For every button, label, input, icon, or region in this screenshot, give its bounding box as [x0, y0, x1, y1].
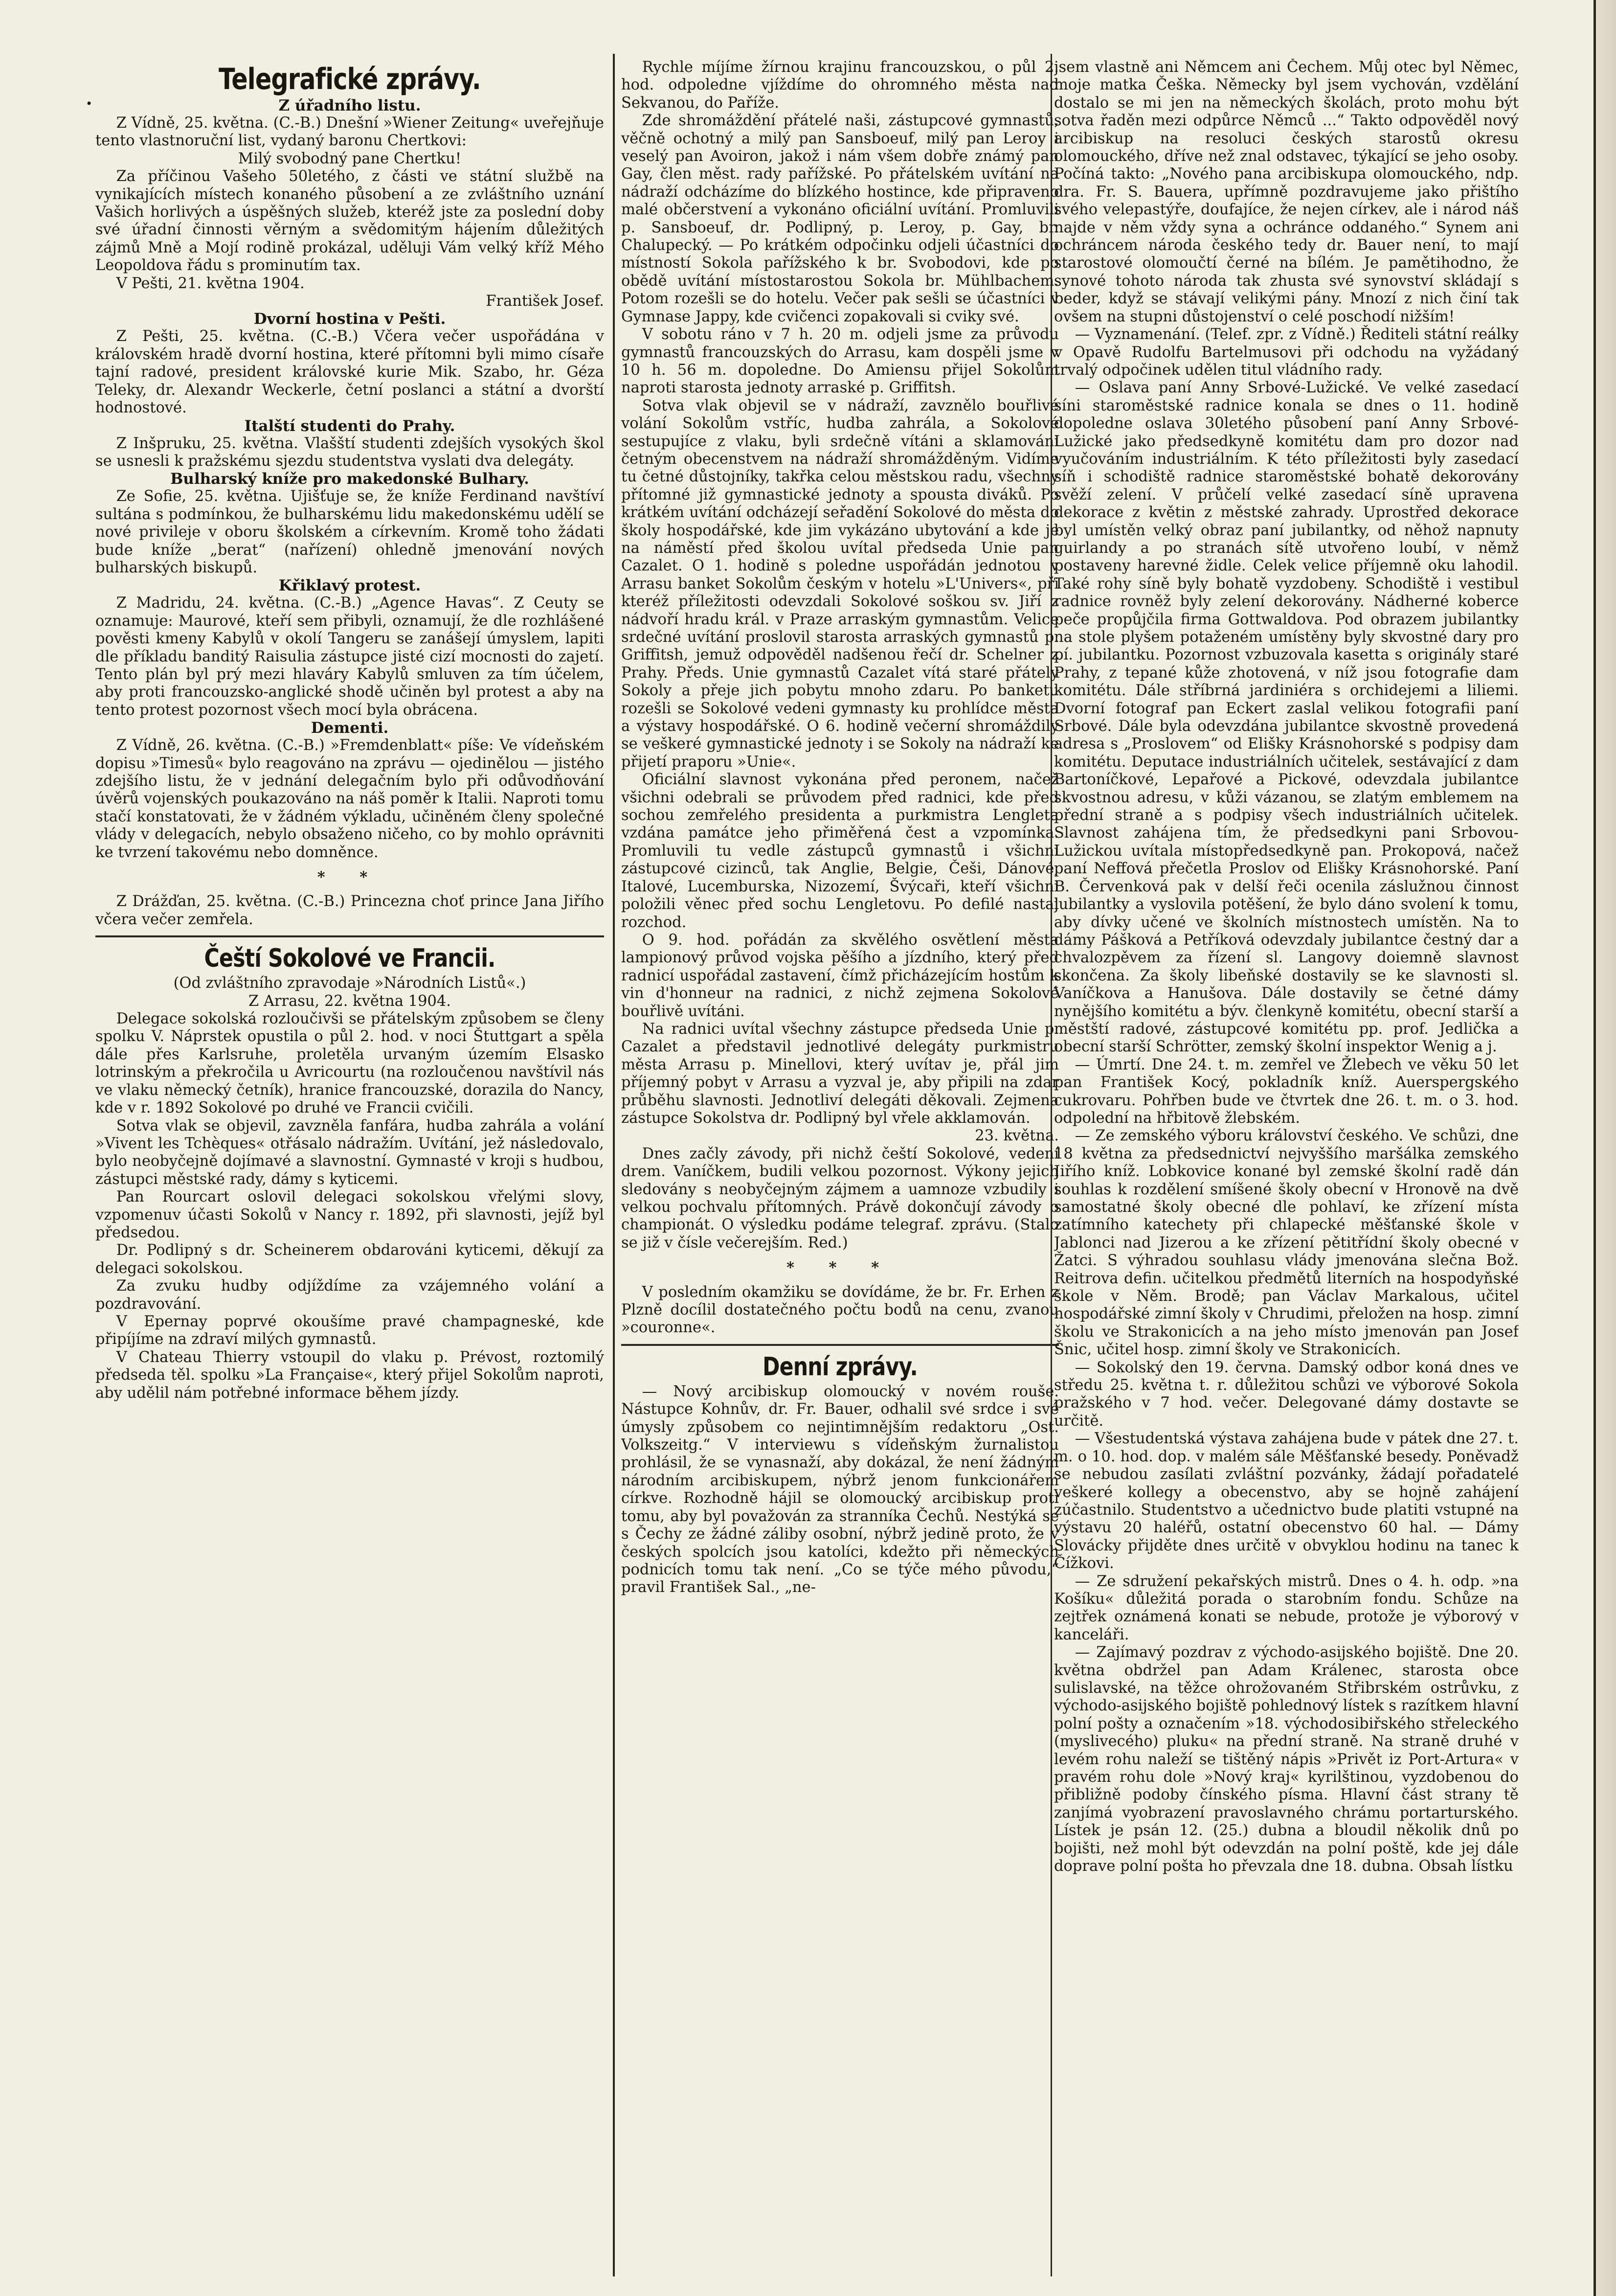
telegram-source: Z úřadního listu.: [278, 97, 421, 114]
col2-horizontal-rule: [621, 1344, 1059, 1346]
col1-paragraph: Z Inšpruku, 25. května. Vlašští studenti zdejších vysokých škol se usnesli k pražskému sjezdu studentstva vyslati dva delegáty.: [95, 434, 604, 470]
col1-centered-line: (Od zvláštního zpravodaje »Národních Listů«.): [173, 975, 526, 992]
col2-separator-stars: * * *: [786, 1259, 894, 1277]
col1-paragraph: V Epernay poprvé okoušíme pravé champagneské, kde připíjíme na zdraví milých gymnastů.: [95, 1313, 604, 1348]
col1-centered-line: Milý svobodný pane Chertku!: [238, 150, 462, 167]
col2-paragraph: V sobotu ráno v 7 h. 20 m. odjeli jsme za průvodu gymnastů francouzských do Arrasu, kam dospěli jsme v 10 h. 56 m. dopoledne. Do Amiensu přijel Sokolům naproti starosta jednoty arraské p. Griffitsh.: [621, 326, 1059, 397]
column-3-body: [1054, 59, 1519, 1875]
col1-paragraph: Sotva vlak se objevil, zavzněla fanfára, hudba zahrála a volání »Vivent les Tchèques« otřásalo nádražím. Uvítání, jež následovalo, bylo neobyčejně dojímavé a slavnostní. Gymnasté v kroji s hudbou, zástupci městské rady, dámy s kyticemi.: [95, 1117, 604, 1188]
telegram-section-title: Telegrafické zprávy.: [219, 62, 481, 96]
column-rule-1: [613, 54, 615, 2276]
col1-paragraph: Dr. Podlipný s dr. Scheinerem obdarováni kyticemi, děkují za delegaci sokolskou.: [95, 1242, 604, 1277]
col2-paragraph: O 9. hod. pořádán za skvělého osvětlení města lampionový průvod vojska pěšího a jízdního, který před radnicí uspořádal zastavení, čímž přicházejícím hostům k vin d'honneur na radnici, z nichž zejmena Sokolové bouřlivě uvítáni.: [621, 931, 1059, 1020]
margin-dot: •: [86, 97, 93, 111]
col2-paragraph: — Nový arcibiskup olomoucký v novém rouše. Nástupce Kohnův, dr. Fr. Bauer, odhalil své srdce i své úmysly způsobem co nejintimnějším redaktoru „Ost. Volkszeitg.“ V interviewu s vídeňským žurnalistou prohlásil, že se vynasnaží, aby dokázal, že není žádným národním arcibiskupem, nýbrž jenom funkcionářem církve. Rozhodně hájil se olomoucký arcibiskup proti tomu, aby byl považován za stranníka Čechů. Nestýká se s Čechy ze žádné záliby osobní, nýbrž jedině proto, že v českých spolcích jsou katolíci, kdežto při německých podnicích tomu tak není. „Co se týče mého původu,“ pravil František Sal., „ne-: [621, 1383, 1059, 1596]
col1-paragraph: Z Drážďan, 25. května. (C.-B.) Princezna choť prince Jana Jiřího včera večer zemřela.: [95, 893, 604, 928]
col3-paragraph: — Všestudentská výstava zahájena bude v pátek dne 27. t. m. o 10. hod. dop. v malém sále Měšťanské besedy. Poněvadž se nebudou zasílati zvláštní pozvánky, žádají pořadatelé veškeré kollegy a obecenstvo, aby se hojně zahájení zúčastnilo. Studentstvo a učednictvo bude platiti vstupné na výstavu 20 haléřů, ostatní obecenstvo 60 hal. — Dámy Slovácky přijděte dnes určitě v obvyklou hodinu na tanec k Čížkovi.: [1054, 1430, 1519, 1572]
column-3: [1054, 59, 1519, 2270]
col1-separator-stars: * *: [317, 868, 382, 887]
col1-subheading: Dvorní hostina v Pešti.: [253, 310, 446, 328]
col1-horizontal-rule: [95, 935, 604, 937]
col2-paragraph: Na radnici uvítal všechny zástupce předseda Unie p. Cazalet a představil jednotlivé delegáty purkmistru města Arrasu p. Minellovi, který uvítav je, přál jim příjemný pobyt v Arrasu a vyzval je, aby připili na zdar průběhu slavnosti. Jednotliví delegáti děkovali. Zejmena zástupce Sokolstva dr. Podlipný byl vřele akklamován.: [621, 1020, 1059, 1127]
col1-subheading: Italští studenti do Prahy.: [244, 417, 455, 435]
col1-section-title: Čeští Sokolové ve Francii.: [204, 944, 495, 974]
col1-paragraph: Za příčinou Vašeho 50letého, z části ve státní službě na vynikajících místech konaného působení a ze zvláštního uznání Vašich horlivých a úspěšných služeb, kteréž jste za poslední doby své úřadní činnosti věrným a svědomitým hájením důležitých zájmů Mně a Mojí rodině prokázal, uděluji Vám velký kříž Mého Leopoldova řádu s prominutím tax.: [95, 168, 604, 274]
col1-centered-line: Z Arrasu, 22. května 1904.: [248, 992, 451, 1010]
col1-paragraph: Za zvuku hudby odjíždíme za vzájemného volání a pozdravování.: [95, 1277, 604, 1313]
col3-paragraph: — Zajímavý pozdrav z východo-asijského bojiště. Dne 20. května obdržel pan Adam Králenec, starosta obce sulislavské, na těžce ohrožovaném Střibrském ostrůvku, z východo-asijského bojiště pohlednový lístek s razítkem hlavní polní pošty a označením »18. východosibiřského střeleckého (myslivecého) pluku« na přední straně. Na straně druhé v levém rohu naleží se tištěný nápis »Privět iz Port-Artura« v pravém rohu dole »Nový kraj« kyrilštinou, vyzdobenou do přibližně podoby čínského písma. Hlavní část strany tě zanjímá vyobrazení pravoslavného chrámu portarturského. Lístek je psán 12. (25.) dubna a bloudil několik dnů po bojišti, než mohl být odevzdán na polní poště, kde jej dále doprave polní pošta ho převzala dne 18. dubna. Obsah lístku: [1054, 1644, 1519, 1875]
col1-paragraph: Delegace sokolská rozloučivši se přátelským způsobem se členy spolku V. Náprstek opustila o půl 2. hod. v noci Štuttgart a spěla dále přes Karlsruhe, proletěla urvaným územím Elsasko lotrinským a překročila u Avricourtu (na rozloučenou navštívil nás ve vlaku německý četník), hranice francouzské, dorazila do Nancy, kde v r. 1892 Sokolové po druhé ve Francii cvičili.: [95, 1010, 604, 1117]
col1-paragraph: Z Vídně, 25. května. (C.-B.) Dnešní »Wiener Zeitung« uveřejňuje tento vlastnoruční list, vydaný baronu Chertkovi:: [95, 114, 604, 150]
col2-paragraph: Sotva vlak objevil se v nádraží, zavznělo bouřlivé volání Sokolům vstříc, hudba zahrála, a Sokolové sestupujíce z vlaku, byli srdečně vítáni a sklamováni četným obecenstvem na nádraží shromážděným. Vidíme tu četné důstojníky, takřka celou městskou radu, všechny přítomné již gymnastické jednoty a spousta diváků. Po krátkém uvítání odcházejí seřadění Sokolové do města do školy hospodářské, kde jim vykázáno ubytování a kde je na náměstí před školou uvítal předseda Unie pan Cazalet. O 1. hodině s poledne uspořádán jednotou v Arrasu banket Sokolům českým v hotelu »L'Univers«, při kteréž příležitosti odevzdali Sokolové soškou sv. Jiří z nádvoří hradu král. v Praze arraským gymnastům. Velice srdečné uvítání proslovil starosta arraských gymnastů p. Griffitsh, jemuž odpověděl nadšenou řečí dr. Schelner z Prahy. Předs. Unie gymnastů Cazalet vítá staré přátely Sokoly a přeje jich pobytu mnoho zdaru. Po banketu rozešli se Sokolové vedeni gymnasty ku prohlídce města a výstavy hospodářské. O 6. hodině večerní shromáždily se veškeré gymnastické jednoty i se Sokoly na nádraží ke přijetí praporu »Unie«.: [621, 397, 1059, 771]
col1-subheading: Křiklavý protest.: [278, 577, 421, 595]
page-edge-strip: [1594, 0, 1616, 2296]
column-2-body: [621, 59, 1059, 1597]
col1-paragraph: Z Madridu, 24. května. (C.-B.) „Agence Havas“. Z Ceuty se oznamuje: Maurové, kteří sem přibyli, oznamují, že dle rozhlášené pověsti kmeny Kabylů v okolí Tangeru se zanášejí úmyslem, lapiti dle příkladu banditý Raisulia zástupce jisté cizí mocnosti do zajetí. Tento plán byl prý mezi hlaváry Kabylů smluven za tím účelem, aby proti francouzsko-anglické shodě učiněn byl protest a aby na tento protest pozornost všech mocí byla obrácena.: [95, 594, 604, 719]
col1-paragraph: V Chateau Thierry vstoupil do vlaku p. Prévost, roztomilý předseda těl. spolku »La Française«, který přijel Sokolům naproti, aby udělil nám potřebné informace během jízdy.: [95, 1348, 604, 1402]
col2-paragraph: Oficiální slavnost vykonána před peronem, načež všichni odebrali se průvodem před radnici, kde před sochou zemřelého presidenta a purkmistra Lengleta vzdána památce jeho přiměřená čest a vzpomínka. Promluvili tu vedle zástupců gymnastů i všichni zástupcové cizinců, tak Anglie, Belgie, Češi, Dánové, Italové, Lucemburska, Nizozemí, Švýcaři, kteří všichni položili věnec před sochu Lengletovu. Po defilé nastal rozchod.: [621, 771, 1059, 931]
column-2: [621, 59, 1059, 2270]
col1-paragraph: Ze Sofie, 25. května. Ujišťuje se, že kníže Ferdinand navštíví sultána s podmínkou, že bulharskému lidu makedonskému udělí se nové privileje v oboru školském a církevním. Kromě toho žádati bude kníže „berat“ (nařízení) ohledně jmenování nových bulharských biskupů.: [95, 488, 604, 576]
col1-right-aligned-line: František Josef.: [486, 293, 604, 310]
col3-paragraph: — Sokolský den 19. června. Damský odbor koná dnes ve středu 25. května t. r. důležitou schůzi ve výborové Sokola pražského v 7 hod. večer. Delegované dámy dostavte se určitě.: [1054, 1359, 1519, 1430]
col2-section-title: Denní zprávy.: [763, 1352, 918, 1382]
col1-paragraph: V Pešti, 21. května 1904.: [116, 274, 305, 292]
col2-right-aligned-line: 23. května.: [975, 1127, 1059, 1145]
col1-paragraph: Z Pešti, 25. května. (C.-B.) Včera večer uspořádána v královském hradě dvorní hostina, které přítomni byli mimo císaře tajní radové, president královské kurie Mik. Szabo, hr. Géza Teleky, dr. Alexandr Weckerle, četní poslanci a státní a dvorští hodnostové.: [95, 328, 604, 417]
col3-paragraph: — Úmrtí. Dne 24. t. m. zemřel ve Žlebech ve věku 50 let pan František Kocý, pokladník kníž. Auerspergského cukrovaru. Pohřben bude ve čtvrtek dne 26. t. m. o 3. hod. odpolední na hřbitově žlebském.: [1054, 1056, 1519, 1127]
column-1: [95, 59, 604, 2270]
col3-paragraph: jsem vlastně ani Němcem ani Čechem. Můj otec byl Němec, moje matka Češka. Německy byl jsem vychován, vzdělání dostalo se mi jen na německých školách, proto mohu být sotva řaděn mezi odpůrce Němců ...“ Takto odpověděl nový arcibiskup na resoluci českých starostů okresu olomouckého, dříve než znal odstavec, týkající se jeho osoby. Počíná takto: „Nového pana arcibiskupa olomouckého, ndp. dra. Fr. S. Bauera, upřímně pozdravujeme jako přištího svého velepastýře, doufajíce, že nejen církev, ale i národ náš najde v něm vždy syna a ochránce oddaného.“ Synem ani ochráncem národa českého tedy dr. Bauer není, to mají starostové olomoučtí černé na bílém. Je pamětihodno, že synové tohoto národa tak zhusta své synovství skládají s beder, když se stávají velikými pány. Mnozí z nich činí tak ovšem na stupni důstojenství o celé poschodí nižším!: [1054, 59, 1519, 325]
col3-paragraph: — Oslava paní Anny Srbové-Lužické. Ve velké zasedací síni staroměstské radnice konala se dnes o 11. hodině dopoledne oslava 30letého působení paní Anny Srbové-Lužické jako předsedkyně komitétu dam pro dozor nad vyučováním industriálním. K této příležitosti byly zasedací síň i schodiště radnice staroměstské bohatě dekorovány svěží zelení. V průčelí velké zasedací síně upravena dekorace z květin z městské zahrady. Uprostřed dekorace byl umístěn velký obraz paní jubilantky, od něhož napnuty guirlandy a po stranách sítě utvořeno loubí, v němž postaveny harevné židle. Celek velice příjemně oku lahodil. Také rohy síně byly bohatě vyzdobeny. Schodiště i vestibul radnice rovněž byly zelení dekorovány. Nádherné koberce peče propůjčila firma Gottwaldova. Pod obrazem jubilantky na stole plyšem potaženém umístěny byly skvostné dary pro pí. jubilantku. Pozornost vzbuzovala kasetta s originály staré Prahy, z tepané kůže zhotovená, v níž jsou fotografie dam komitétu. Dále stříbrná jardiniéra s orchidejemi a liliemi. Dvorní fotograf pan Eckert zaslal velikou fotografii paní Srbové. Dále byla odevzdána jubilantce skvostně provedená adresa s „Proslovem“ od Elišky Krásnohorské s podpisy dam komitétu. Deputace industriálních učitelek, sestávající z dam Bartoníčkové, Lepařové a Pickové, odevzdala jubilantce skvostnou adresu, v kůži vázanou, se zlatým emblemem na přední straně a s podpisy všech industriálních učitelek. Slavnost zahájena tím, že předsedkyni pani Srbovou-Lužickou uvítala místopředsedkyně pan. Prokopová, načež paní Neffová přečetla Proslov od Elišky Krásnohorské. Paní B. Červenková pak v delší řeči ocenila záslužnou činnost jubilantky a vyslovila potěšení, že bylo dáno svolení k tomu, aby dívky učené ve školních místnostech umístěn. Na to dámy Pášková a Petříková odevzdaly jubilantce čestný dar a chvalozpěvem za řízení sl. Langovy doiemně slavnost skončena. Za školy libeňské dostavily se ke slavnosti sl. Vaníčkova a Hanušova. Dále dostavily se četné dámy nynějšího komitétu a býv. členkyně komitétu, obecní starší a městští radové, zástupcové komitétu pp. prof. Jedlička a obecní starší Schrötter, zemský školní inspektor Wenig a j.: [1054, 379, 1519, 1056]
col3-paragraph: — Vyznamenání. (Telef. zpr. z Vídně.) Řediteli státní reálky v Opavě Rudolfu Bartelmusovi při odchodu na vyžádaný trvalý odpočinek udělen titul vládního rady.: [1054, 326, 1519, 379]
column-1-body: [95, 114, 604, 1402]
col1-paragraph: Z Vídně, 26. května. (C.-B.) »Fremdenblatt« píše: Ve vídeňském dopisu »Timesů« bylo reagováno na zprávu — ojedinělou — jistého zdejšího listu, že v jednání delegačním bylo při odůvodňování úvěrů vojenských poukazováno na náš poměr k Italii. Naproti tomu stačí konstatovati, že v žádném výkladu, učiněném členy společné vlády v delegacích, nebylo obsaženo ničeho, co by mohlo oprávniti ke tvrzení takovému nebo domněnce.: [95, 737, 604, 861]
col3-paragraph: — Ze zemského výboru království českého. Ve schůzi, dne 18 května za předsednictví nejvyššího maršálka zemského Jiřího kníž. Lobkovice konané byl zemské školní radě dán souhlas k rozdělení smíšené školy obecní v Hronově na dvě samostatné školy obecné dle pohlaví, ke zřízení místa zatímního katechety při chlapecké měšťanské škole v Jablonci nad Jizerou a ke zřízení pětitřídní školy obecné v Žatci. S výhradou souhlasu vlády jmenována slečna Bož. Reitrova defin. učitelkou předmětů literních na hospodyňské škole v Něm. Brodě; pan Václav Markalous, učitel hospodářské zimní školy v Chrudimi, přeložen na hosp. zimní školu ve Strakonicích a na jeho místo jmenován pan Josef Šnic, učitel hosp. zimní školy ve Strakonicích.: [1054, 1127, 1519, 1359]
col3-paragraph: — Ze sdružení pekařských mistrů. Dnes o 4. h. odp. »na Košíku« důležitá porada o starobním fondu. Schůze na zejtřek oznámená konati se nebude, protože je výborový v kanceláři.: [1054, 1572, 1519, 1643]
col2-paragraph: Dnes začly závody, při nichž čeští Sokolové, vedení drem. Vaníčkem, budili velkou pozornost. Výkony jejich sledovány s neobyčejným zájmem a uamnoze vzbudily i velkou pochvalu přítomných. Právě dokončují závody o championát. O výsledku podáme telegraf. zprávu. (Stalo se již v čísle večerejším. Red.): [621, 1145, 1059, 1251]
col2-paragraph: V posledním okamžiku se dovídáme, že br. Fr. Erhen z Plzně docílil dostatečného počtu bodů na cenu, zvanou »couronne«.: [621, 1283, 1059, 1337]
col1-subheading: Dementi.: [311, 719, 389, 737]
col1-subheading: Bulharský kníže pro makedonské Bulhary.: [170, 470, 529, 488]
col2-paragraph: Rychle míjíme žírnou krajinu francouzskou, o půl 2. hod. odpoledne vjíždíme do ohromného města nad Sekvanou, do Paříže.: [621, 59, 1059, 112]
col2-paragraph: Zde shromáždění přátelé naši, zástupcové gymnastů, věčně ochotný a milý pan Sansboeuf, milý pan Leroy i veselý pan Avoiron, jakož i nám všem dobře známý pan Gay, člen měst. rady pařížské. Po přátelském uvítání na nádraží odcházíme do blízkého hostince, kde připraveno malé občerstvení a vykonáno oficiální uvítání. Promluvili p. Sansboeuf, dr. Podlipný, p. Leroy, p. Gay, br. Chalupecký. — Po krátkém odpočinku odjeli účastníci do místností Sokola pařížského k br. Svobodovi, kde po obědě uvítání místostarostou Sokola br. Mühlbachem. Potom rozešli se do hotelu. Večer pak sešli se účastníci v Gymnase Jappy, kde cvičenci zopakovali si cviky své.: [621, 112, 1059, 325]
col1-paragraph: Pan Rourcart oslovil delegaci sokolskou vřelými slovy, vzpomenuv účasti Sokolů v Nancy r. 1892, při slavnosti, jejíž byl předsedou.: [95, 1188, 604, 1241]
